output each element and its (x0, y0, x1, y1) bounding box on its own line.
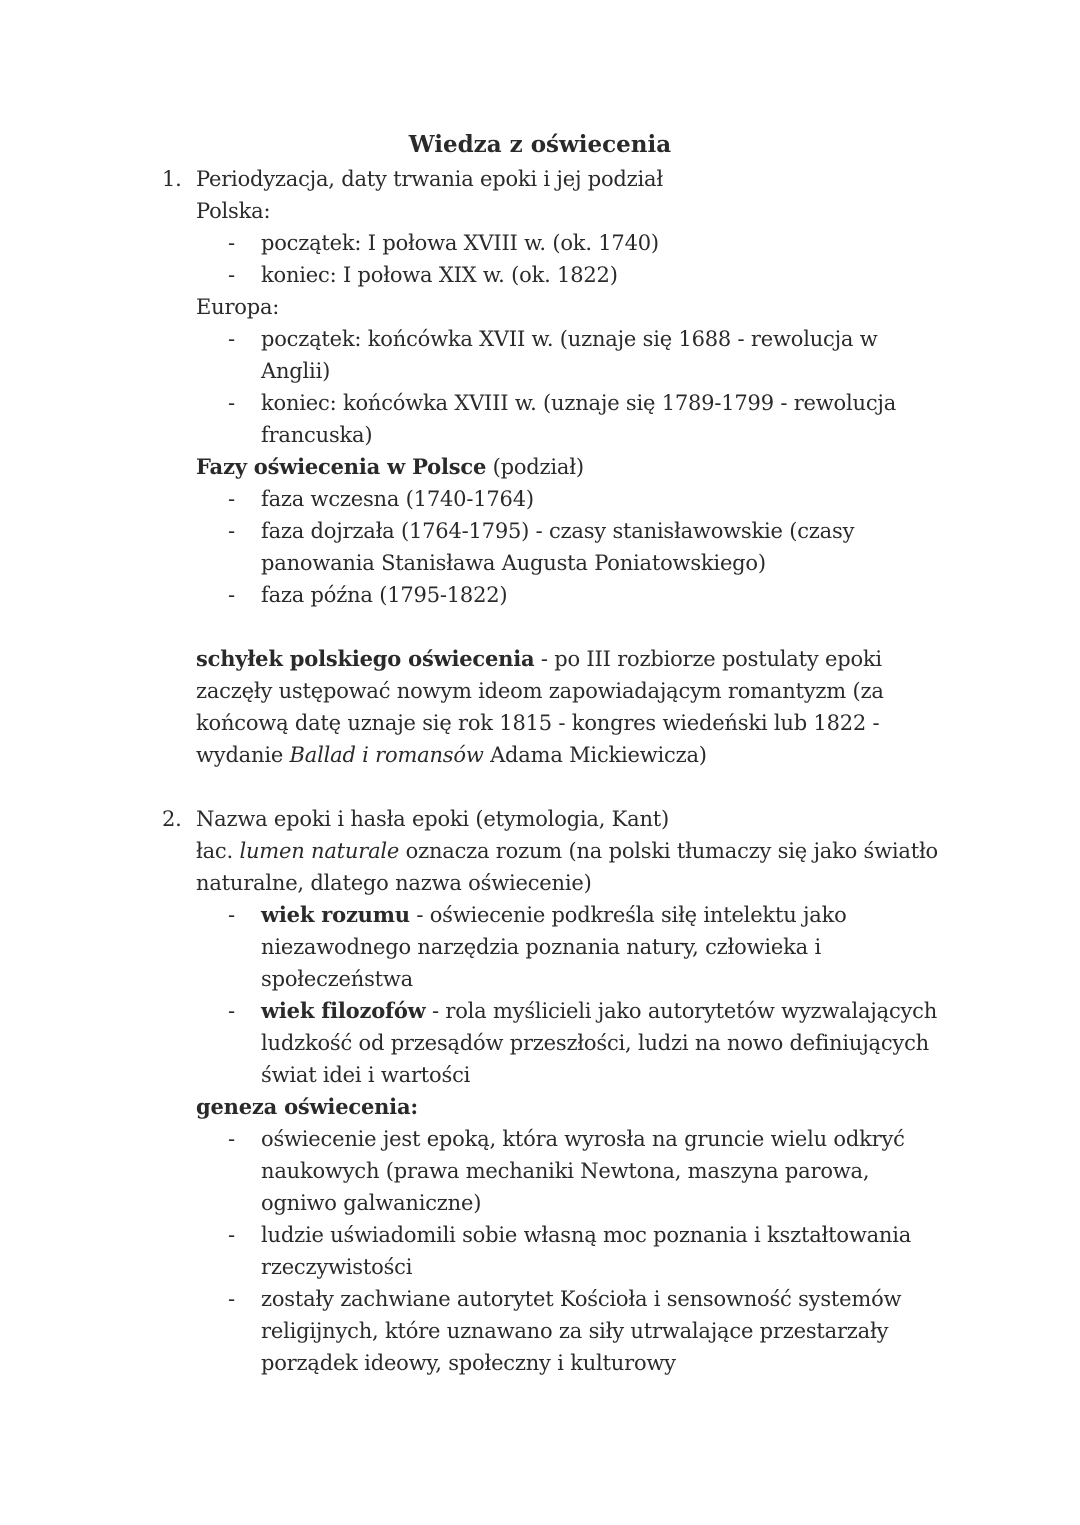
etymology-text: oznacza rozum (na polski tłumaczy się jako światło naturalne, dlatego nazwa oświecenie) (196, 839, 938, 895)
etymology-paragraph (196, 835, 950, 899)
phases-list (196, 483, 950, 611)
genesis-heading (196, 1091, 950, 1123)
genesis-label: geneza oświecenia: (196, 1094, 418, 1119)
decline-end: Adama Mickiewicza) (483, 743, 707, 767)
list-item (196, 899, 950, 995)
list-item: - oświecenie jest epoką, która wyrosła na gruncie wielu odkryć naukowych (prawa mechaniki Newtona, maszyna parowa, ogniwo galwaniczne) (196, 1123, 950, 1219)
list-item: - koniec: końcówka XVIII w. (uznaje się 1789-1799 - rewolucja francuska) (196, 387, 950, 451)
decline-text: - po III rozbiorze postulaty epoki zaczęły ustępować nowym ideom zapowiadającym romantyzm (za końcową datę uznaje się rok 1815 - kongres wiedeński lub 1822 - wydanie (196, 647, 884, 767)
polska-list (196, 227, 950, 291)
list-item (196, 995, 950, 1091)
phases-heading-rest: (podział) (486, 455, 584, 479)
list-item: - początek: końcówka XVII w. (uznaje się 1688 - rewolucja w Anglii) (196, 323, 950, 387)
page-title: Wiedza z oświecenia (408, 131, 672, 158)
section-periodization (160, 163, 950, 771)
list-item: - faza wczesna (1740-1764) (196, 483, 950, 515)
section-heading: Nazwa epoki i hasła epoki (etymologia, Kant) (196, 807, 670, 831)
list-item: - ludzie uświadomili sobie własną moc poznania i kształtowania rzeczywistości (196, 1219, 950, 1283)
slogan-term: wiek rozumu (261, 902, 410, 927)
list-item: - koniec: I połowa XIX w. (ok. 1822) (196, 259, 950, 291)
latin-term: lumen naturale (239, 839, 400, 863)
slogan-term: wiek filozofów (261, 998, 426, 1023)
decline-term: schyłek polskiego oświecenia (196, 646, 535, 671)
spacer (196, 611, 950, 643)
polska-label: Polska: (196, 199, 271, 223)
section-heading: Periodyzacja, daty trwania epoki i jej podział (196, 167, 663, 191)
section-number: 2. (162, 807, 182, 831)
list-item: - faza dojrzała (1764-1795) - czasy stanisławowskie (czasy panowania Stanisława Augusta Poniatowskiego) (196, 515, 950, 579)
slogan-text: - oświecenie podkreśla siłę intelektu jako niezawodnego narzędzia poznania natury, człowieka i społeczeństwa (261, 903, 847, 991)
slogan-text: - rola myślicieli jako autorytetów wyzwalających ludzkość od przesądów przeszłości, ludzi na nowo definiujących świat idei i wartości (261, 999, 938, 1087)
document-body (160, 163, 950, 1379)
spacer (160, 771, 950, 803)
list-item: - początek: I połowa XVIII w. (ok. 1740) (196, 227, 950, 259)
list-item: - faza późna (1795-1822) (196, 579, 950, 611)
genesis-list (196, 1123, 950, 1379)
europa-label: Europa: (196, 295, 280, 319)
phases-heading (196, 451, 950, 483)
ballads-title: Ballad i romansów (289, 743, 484, 767)
etymology-prefix: łac. (196, 839, 240, 863)
phases-heading-bold: Fazy oświecenia w Polsce (196, 454, 487, 479)
slogans-list (196, 899, 950, 1091)
list-item: - zostały zachwiane autorytet Kościoła i sensowność systemów religijnych, które uznawano za siły utrwalające przestarzały porządek ideowy, społeczny i kulturowy (196, 1283, 950, 1379)
decline-paragraph (196, 643, 950, 771)
section-name-and-slogans (160, 803, 950, 1379)
europa-list (196, 323, 950, 451)
section-number: 1. (162, 167, 182, 191)
